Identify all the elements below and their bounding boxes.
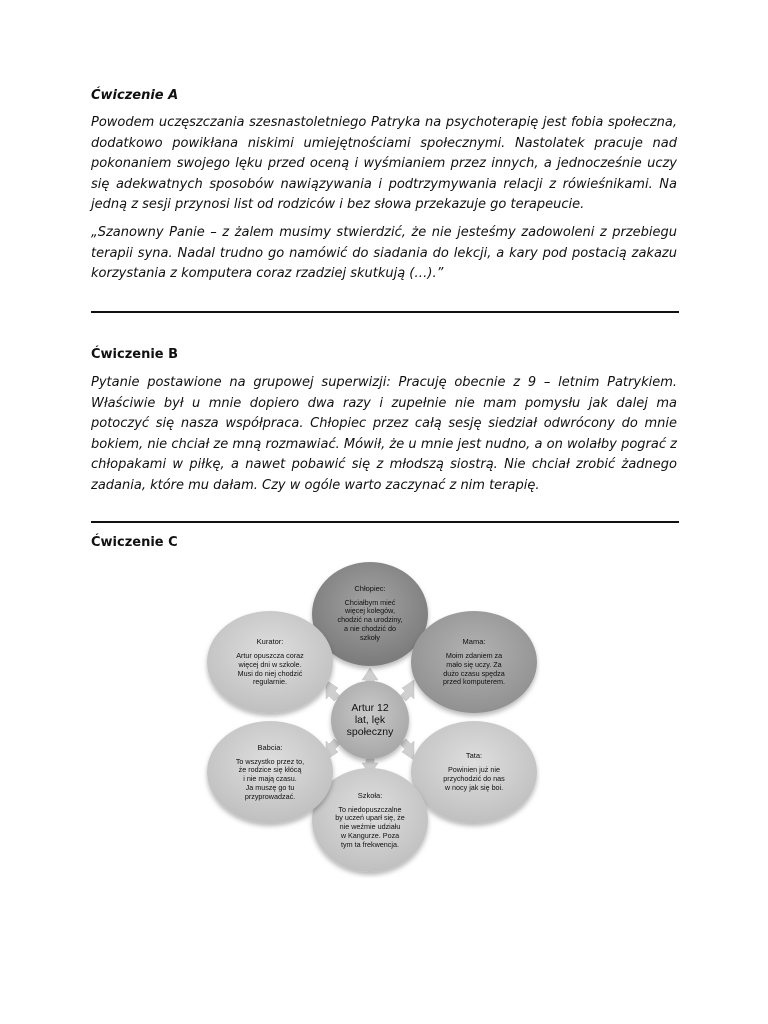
section-divider-2 <box>91 521 679 523</box>
node-babcia-title: Babcia: <box>257 742 283 752</box>
node-szkola-line: tym ta frekwencja. <box>341 839 399 849</box>
node-mama-line: przed komputerem. <box>443 677 505 687</box>
node-mama <box>419 624 529 700</box>
node-babcia-line: że rodzice się kłócą <box>238 765 302 775</box>
exercise-b-paragraph: Pytanie postawione na grupowej superwizji: Pracuję obecnie z 9 – letnim Patrykiem. Właściwie był u mnie dopiero dwa razy i zupełnie nie mam pomysłu jak dalej ma potoczyć się nasza współpraca. Chłopiec przez całą sesję siedział odwrócony do mnie bokiem, nie chciał ze mną rozmawiać. Mówił, że u mnie jest nudno, a on wolałby pograć z chłopakami w piłkę, a nawet pobawić się z młodszą siostrą. Nie chciał zrobić żadnego zadania, które mu dałam. Czy w ogóle warto zaczynać z nim terapię. <box>91 375 677 493</box>
node-chlopiec-title: Chłopiec: <box>354 583 386 593</box>
node-mama-line: mało się uczy. Za <box>446 659 502 669</box>
node-tata <box>419 740 529 804</box>
node-kurator <box>211 626 329 698</box>
exercise-a-heading: Ćwiczenie A <box>91 88 179 103</box>
node-szkola <box>318 780 422 860</box>
center-line-1: Artur 12 <box>351 702 389 714</box>
node-kurator-line: więcej dni w szkole. <box>238 659 302 669</box>
exercise-a-paragraph-2: „Szanowny Panie – z żalem musimy stwierdzić, że nie jesteśmy zadowoleni z przebiegu terapii syna. Nadal trudno go namówić do siadania do lekcji, a kary pod postacią zakazu korzystania z komputera coraz rzadziej skutkują (…).” <box>91 225 677 281</box>
node-chlopiec <box>320 570 420 656</box>
node-mama-line: Moim zdaniem za <box>445 650 503 660</box>
node-kurator-line: regularnie. <box>253 677 287 687</box>
node-szkola-line: w Kangurze. Poza <box>340 830 400 840</box>
node-kurator-line: Artur opuszcza coraz <box>236 650 304 660</box>
exercise-b-heading: Ćwiczenie B <box>91 347 179 362</box>
node-tata-line: przychodzić do nas <box>443 774 505 784</box>
node-szkola-line: nie weźmie udziału <box>339 822 401 832</box>
node-chlopiec-line: chodzić na urodziny, <box>337 615 403 625</box>
node-chlopiec-line: więcej kolegów, <box>345 606 395 616</box>
node-chlopiec-line: Chciałbym mieć <box>344 597 396 607</box>
node-szkola-line: To niedopuszczalne <box>338 804 402 814</box>
node-tata-line: w nocy jak się boi. <box>444 782 504 792</box>
node-babcia-line: przyprowadzać. <box>244 791 296 801</box>
center-line-3: społeczny <box>346 726 394 738</box>
cycle-diagram <box>200 560 540 878</box>
node-szkola-line: by uczeń uparł się, że <box>335 813 405 823</box>
node-chlopiec-line: a nie chodzić do <box>344 623 396 633</box>
node-kurator-line: Musi do niej chodzić <box>237 668 303 678</box>
node-center <box>331 685 409 755</box>
node-chlopiec-line: szkoły <box>360 632 380 642</box>
node-mama-title: Mama: <box>462 636 486 646</box>
node-babcia <box>211 732 329 812</box>
node-szkola-title: Szkoła: <box>357 790 383 800</box>
node-babcia-line: i nie mają czasu. <box>243 774 297 784</box>
node-tata-title: Tata: <box>465 751 483 761</box>
node-kurator-title: Kurator: <box>256 636 284 646</box>
node-tata-line: Powinien już nie <box>448 765 500 775</box>
node-babcia-line: Ja muszę go tu <box>245 782 295 792</box>
node-mama-line: dużo czasu spędza <box>443 668 505 678</box>
section-divider-1 <box>91 311 679 313</box>
exercise-c-heading: Ćwiczenie C <box>91 535 178 550</box>
center-line-2: lat, lęk <box>354 714 386 726</box>
exercise-a-paragraph-1: Powodem uczęszczania szesnastoletniego Patryka na psychoterapię jest fobia społeczna, dodatkowo powikłana niskimi umiejętnościami społecznymi. Nastolatek pracuje nad pokonaniem swojego lęku przed oceną i wyśmianiem przez innych, a jednocześnie uczy się adekwatnych sposobów nawiązywania i podtrzymywania relacji z rówieśnikami. Na jedną z sesji przynosi list od rodziców i bez słowa przekazuje go terapeucie. <box>91 115 677 212</box>
node-babcia-line: To wszystko przez to, <box>235 756 305 766</box>
